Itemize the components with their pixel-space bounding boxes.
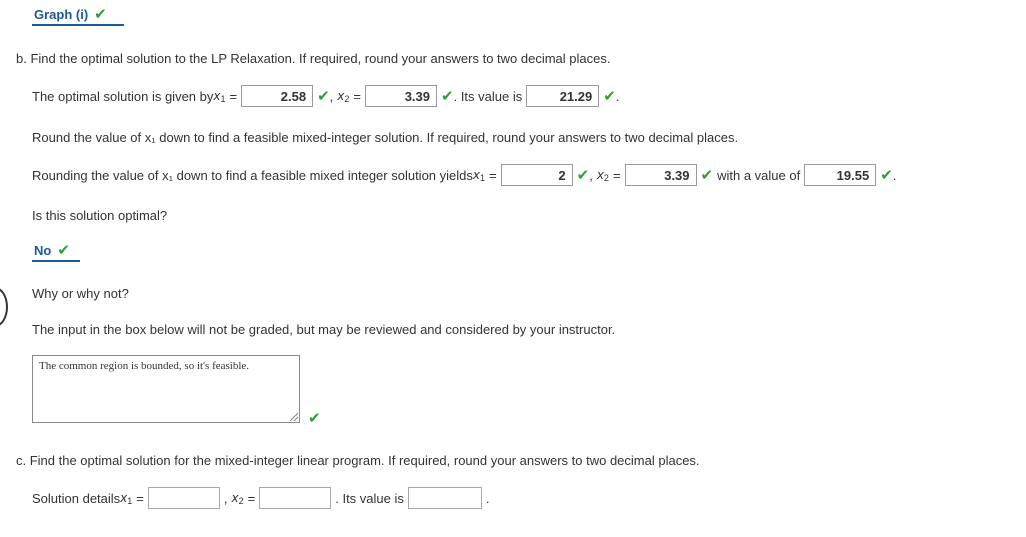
period: . xyxy=(615,88,620,104)
optimal-answer-dropdown[interactable] xyxy=(32,242,80,262)
round-instruction: Round the value of x₁ down to find a feasible mixed-integer solution. If required, round your answers to two decimal places. xyxy=(32,130,739,145)
equals-sign: = xyxy=(136,490,144,506)
check-icon: ✔ xyxy=(441,87,454,105)
lp-x2-input[interactable]: 3.39 xyxy=(365,85,437,107)
x1-var: x xyxy=(213,89,221,103)
period: . xyxy=(892,167,897,183)
part-b-question: b. Find the optimal solution to the LP Relaxation. If required, round your answers to two decimal places. xyxy=(16,51,611,66)
x2-var: x xyxy=(337,89,345,103)
x1-var: x xyxy=(120,491,128,505)
x2-sub: 2 xyxy=(238,496,244,506)
solution-prefix: Solution details xyxy=(32,490,121,506)
graph-dropdown[interactable] xyxy=(32,6,124,26)
x1-var: x xyxy=(472,168,480,182)
optimal-solution-row xyxy=(32,86,619,106)
mip-x1-input[interactable] xyxy=(148,487,220,509)
equals-sign: = xyxy=(353,88,362,104)
x1-sub: 1 xyxy=(127,496,133,506)
with-value-label: with a value of xyxy=(717,167,801,183)
x2-sub: 2 xyxy=(603,173,609,183)
part-c-question: c. Find the optimal solution for the mixed-integer linear program. If required, round your answers to two decimal places. xyxy=(16,453,700,468)
why-textarea[interactable] xyxy=(32,355,300,423)
solution-details-row xyxy=(32,488,490,508)
lp-x1-input[interactable]: 2.58 xyxy=(241,85,313,107)
left-edge-bracket xyxy=(0,287,8,327)
why-text: The common region is bounded, so it's feasible. xyxy=(39,360,250,372)
its-value-label: . Its value is xyxy=(453,88,523,104)
optimal-question: Is this solution optimal? xyxy=(32,208,168,223)
resize-handle-icon[interactable] xyxy=(290,413,298,421)
optimal-prefix: The optimal solution is given by xyxy=(32,88,214,104)
x2-var: x xyxy=(231,491,239,505)
check-icon: ✔ xyxy=(94,5,107,23)
mip-value-input[interactable] xyxy=(408,487,482,509)
mixed-value-input[interactable]: 19.55 xyxy=(804,164,876,186)
input-note: The input in the box below will not be graded, but may be reviewed and considered by your instructor. xyxy=(32,322,616,337)
mixed-x1-input[interactable]: 2 xyxy=(501,164,573,186)
equals-sign: = xyxy=(247,490,256,506)
equals-sign: = xyxy=(229,88,238,104)
x1-sub: 1 xyxy=(220,94,226,104)
check-icon: ✔ xyxy=(880,166,893,184)
x1-sub: 1 xyxy=(480,173,486,183)
x2-var: x xyxy=(596,168,604,182)
check-icon: ✔ xyxy=(57,241,70,259)
check-icon: ✔ xyxy=(308,410,321,427)
check-icon: ✔ xyxy=(576,166,590,184)
lp-value-input[interactable]: 21.29 xyxy=(526,85,599,107)
graph-dropdown-label: Graph (i) xyxy=(34,6,89,22)
comma: , xyxy=(589,167,593,183)
x2-sub: 2 xyxy=(344,94,350,104)
check-icon: ✔ xyxy=(603,87,616,105)
comma: , xyxy=(223,490,228,506)
comma: , xyxy=(329,88,334,104)
optimal-answer-label: No xyxy=(34,242,52,258)
check-icon: ✔ xyxy=(317,87,330,105)
its-value-label: . Its value is xyxy=(335,490,404,506)
check-icon: ✔ xyxy=(700,166,714,184)
period: . xyxy=(485,490,490,506)
mip-x2-input[interactable] xyxy=(259,487,331,509)
equals-sign: = xyxy=(489,167,497,183)
rounding-row xyxy=(32,165,896,185)
why-label: Why or why not? xyxy=(32,286,129,301)
equals-sign: = xyxy=(612,167,621,183)
mixed-x2-input[interactable]: 3.39 xyxy=(625,164,697,186)
rounding-prefix: Rounding the value of x₁ down to find a feasible mixed integer solution yields xyxy=(32,167,473,183)
